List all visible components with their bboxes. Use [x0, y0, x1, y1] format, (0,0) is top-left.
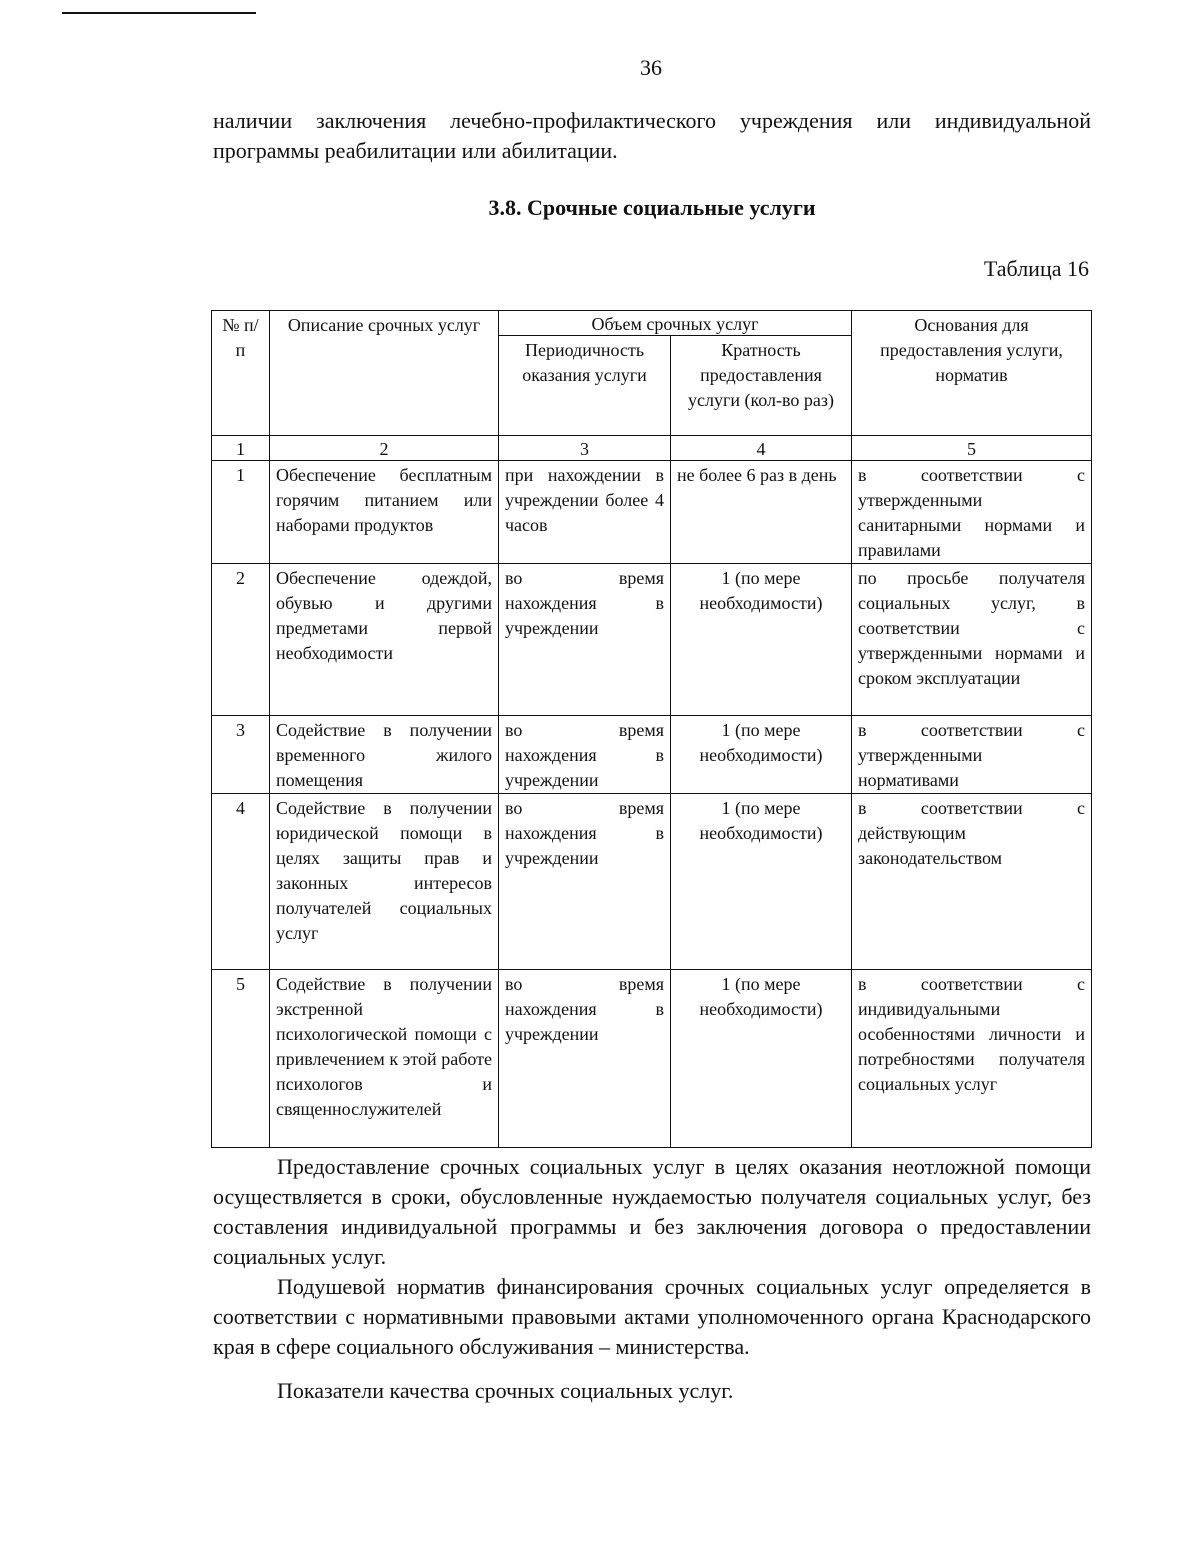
service-periodicity: при нахождении в учреждении более 4 часов [499, 461, 671, 564]
service-description: Содействие в получении юридической помощи в целях защиты прав и законных интересов получателей социальных услуг [270, 794, 499, 970]
service-basis: в соответствии с утвержденными санитарными нормами и правилами [852, 461, 1092, 564]
service-basis: в соответствии с индивидуальными особенностями личности и потребностями получателя социальных услуг [852, 970, 1092, 1148]
col-header-basis: Основания для предоставления услуги, норматив [852, 311, 1092, 436]
service-basis: по просьбе получателя социальных услуг, в соответствии с утвержденными нормами и сроком эксплуатации [852, 564, 1092, 716]
service-frequency: 1 (по мере необходимости) [671, 970, 852, 1148]
column-number: 5 [852, 436, 1092, 461]
table-row [212, 564, 1092, 716]
column-number: 1 [212, 436, 270, 461]
body-paragraph: Показатели качества срочных социальных услуг. [277, 1378, 734, 1403]
service-frequency: 1 (по мере необходимости) [671, 716, 852, 794]
col-header-num: № п/п [212, 311, 270, 436]
col-header-description: Описание срочных услуг [270, 311, 499, 436]
service-basis: в соответствии с действующим законодательством [852, 794, 1092, 970]
row-number: 3 [212, 716, 270, 794]
column-number: 3 [499, 436, 671, 461]
section-heading: 3.8. Срочные социальные услуги [488, 195, 816, 220]
intro-paragraph: наличии заключения лечебно-профилактического учреждения или индивидуальной программы реабилитации или абилитации. [213, 108, 1091, 163]
column-number-row [212, 436, 1092, 461]
service-description: Обеспечение бесплатным горячим питанием или наборами продуктов [270, 461, 499, 564]
service-periodicity: во время нахождения в учреждении [499, 794, 671, 970]
page-header-rule [62, 12, 256, 14]
table-label: Таблица 16 [983, 256, 1089, 281]
services-table [211, 310, 1092, 1148]
service-frequency: 1 (по мере необходимости) [671, 794, 852, 970]
row-number: 4 [212, 794, 270, 970]
service-description: Содействие в получении временного жилого помещения [270, 716, 499, 794]
row-number: 5 [212, 970, 270, 1148]
col-header-periodicity: Периодичность оказания услуги [499, 336, 671, 436]
table-row [212, 970, 1092, 1148]
col-header-frequency: Кратность предоставления услуги (кол-во раз) [671, 336, 852, 436]
row-number: 2 [212, 564, 270, 716]
service-periodicity: во время нахождения в учреждении [499, 716, 671, 794]
col-header-volume-group: Объем срочных услуг [499, 311, 852, 336]
service-frequency: не более 6 раз в день [671, 461, 852, 564]
header-row [212, 311, 1092, 336]
table-row [212, 461, 1092, 564]
service-periodicity: во время нахождения в учреждении [499, 970, 671, 1148]
service-frequency: 1 (по мере необходимости) [671, 564, 852, 716]
table-row [212, 716, 1092, 794]
body-paragraph: Подушевой норматив финансирования срочных социальных услуг определяется в соответствии с нормативными правовыми актами уполномоченного органа Краснодарского края в сфере социального обслуживания – министерства. [213, 1274, 1091, 1359]
column-number: 2 [270, 436, 499, 461]
row-number: 1 [212, 461, 270, 564]
service-basis: в соответствии с утвержденными нормативами [852, 716, 1092, 794]
service-description: Содействие в получении экстренной психологической помощи с привлечением к этой работе психологов и священнослужителей [270, 970, 499, 1148]
column-number: 4 [671, 436, 852, 461]
table-row [212, 794, 1092, 970]
service-description: Обеспечение одеждой, обувью и другими предметами первой необходимости [270, 564, 499, 716]
body-paragraph: Предоставление срочных социальных услуг в целях оказания неотложной помощи осуществляется в сроки, обусловленные нуждаемостью получателя социальных услуг, без составления индивидуальной программы и без заключения договора о предоставлении социальных услуг. [213, 1154, 1091, 1269]
service-periodicity: во время нахождения в учреждении [499, 564, 671, 716]
page-number: 36 [640, 55, 662, 80]
